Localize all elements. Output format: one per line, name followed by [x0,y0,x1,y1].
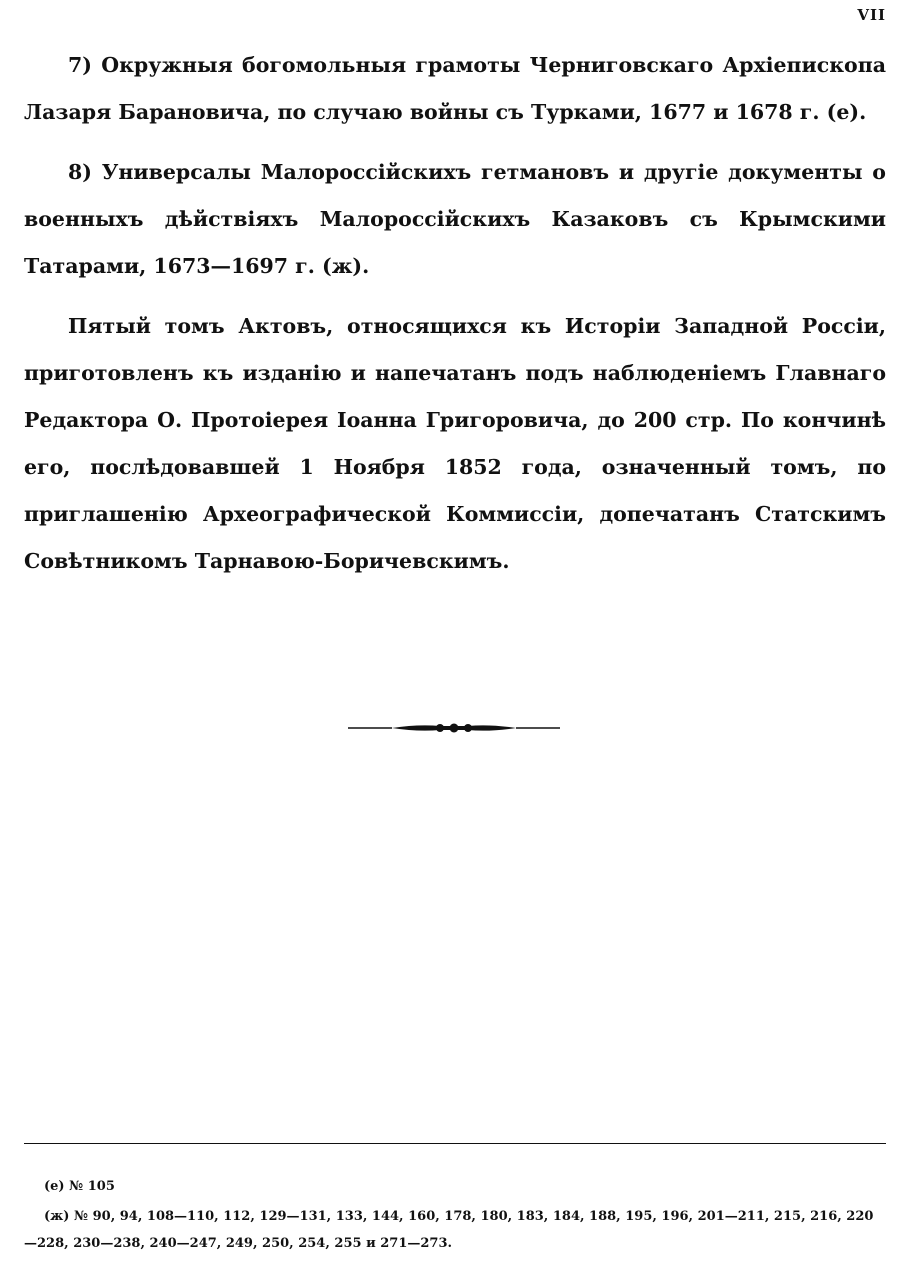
paragraph-item-7: 7) Окружныя богомольныя грамоты Черниговскаго Архіепископа Лазаря Барановича, по случаю войны съ Турками, 1677 и 1678 г. (е). [24,53,886,124]
footnote-zh: (ж) № 90, 94, 108—110, 112, 129—131, 133, 144, 160, 178, 180, 183, 184, 188, 195, 196, 201—211, 215, 216, 220—228, 230—238, 240—247, 249, 250, 254, 255 и 271—273. [24,1209,874,1251]
paragraph-item-8: 8) Универсалы Малороссійскихъ гетмановъ и другіе документы о военныхъ дѣйствіяхъ Малороссійскихъ Казаковъ съ Крымскими Татарами, 1673—1697 г. (ж). [24,160,886,278]
ornament-divider-icon [348,718,560,738]
page-number: VII [857,6,886,24]
footnotes [24,1173,886,1257]
footnote-e: (е) № 105 [44,1179,115,1194]
body-text [24,42,886,598]
footnote-rule [24,1143,886,1144]
paragraph-volume-note: Пятый томъ Актовъ, относящихся къ Исторіи Западной Россіи, приготовленъ къ изданію и напечатанъ подъ наблюденіемъ Главнаго Редактора О. Протоіерея Іоанна Григоровича, до 200 стр. По кончинѣ его, послѣдовавшей 1 Ноября 1852 года, означенный томъ, по приглашенію Археографической Коммиссіи, допечатанъ Статскимъ Совѣтникомъ Тарнавою-Боричевскимъ. [24,314,886,573]
